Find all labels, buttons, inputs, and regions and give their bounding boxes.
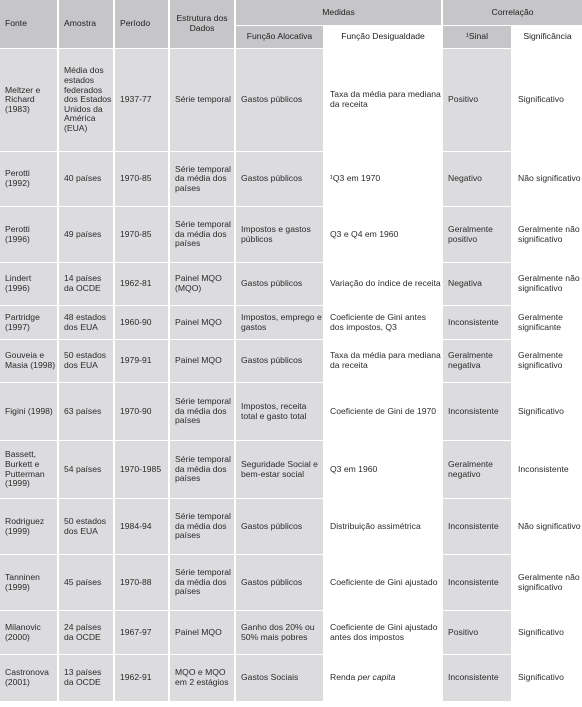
cell-alocativa: Impostos, emprego e gastos [236,306,325,340]
cell-periodo: 1960-90 [115,306,170,340]
cell-alocativa: Gastos públicos [236,263,325,306]
cell-amostra: 50 estados dos EUA [59,499,115,555]
cell-sinal: Inconsistente [443,655,513,701]
cell-amostra: 24 países da OCDE [59,611,115,655]
header-periodo: Período [115,0,170,49]
cell-estrutura: Série temporal da média dos países [170,555,236,611]
cell-amostra: Média dos estados federados dos Estados Unidos da América (EUA) [59,49,115,152]
cell-fonte: Partridge (1997) [0,306,59,340]
cell-alocativa: Gastos públicos [236,49,325,152]
cell-fonte: Perotti (1996) [0,207,59,263]
cell-periodo: 1970-90 [115,383,170,441]
cell-significancia: Geralmente significativo [513,340,582,383]
table-row [0,499,582,555]
cell-significancia: Significativo [513,383,582,441]
cell-estrutura: Série temporal da média dos países [170,207,236,263]
table-row [0,441,582,499]
cell-fonte: Figini (1998) [0,383,59,441]
cell-estrutura: Série temporal [170,49,236,152]
cell-amostra: 13 países da OCDE [59,655,115,701]
cell-periodo: 1937-77 [115,49,170,152]
cell-periodo: 1967-97 [115,611,170,655]
table-row [0,306,582,340]
cell-amostra: 63 países [59,383,115,441]
cell-significancia: Significativo [513,49,582,152]
cell-fonte: Tanninen (1999) [0,555,59,611]
header-amostra: Amostra [59,0,115,49]
cell-desigualdade: Taxa da média para mediana da receita [325,340,443,383]
cell-desigualdade: Distribuição assimétrica [325,499,443,555]
cell-desigualdade: Coeficiente de Gini de 1970 [325,383,443,441]
header-significancia: Significância [513,26,582,49]
table-row [0,49,582,152]
cell-significancia: Não significativo [513,152,582,207]
cell-periodo: 1984-94 [115,499,170,555]
cell-sinal: Geralmente negativo [443,441,513,499]
cell-periodo: 1970-88 [115,555,170,611]
cell-amostra: 40 países [59,152,115,207]
cell-desigualdade: Variação do índice de receita [325,263,443,306]
header-funcao-alocativa: Função Alocativa [236,26,325,49]
cell-amostra: 49 países [59,207,115,263]
cell-alocativa: Ganho dos 20% ou 50% mais pobres [236,611,325,655]
table-row [0,655,582,701]
cell-alocativa: Gastos públicos [236,340,325,383]
cell-significancia: Significativo [513,611,582,655]
cell-estrutura: Painel MQO [170,611,236,655]
header-sinal: ¹Sinal [443,26,513,49]
cell-desigualdade: Renda per capita [325,655,443,701]
cell-estrutura: Série temporal da média dos países [170,383,236,441]
header-correlacao: Correlação [443,0,582,26]
cell-desigualdade: Taxa da média para mediana da receita [325,49,443,152]
cell-significancia: Significativo [513,655,582,701]
cell-desigualdade: Q3 e Q4 em 1960 [325,207,443,263]
cell-amostra: 48 estados dos EUA [59,306,115,340]
cell-alocativa: Gastos públicos [236,152,325,207]
header-funcao-desigualdade: Função Desigualdade [325,26,443,49]
cell-fonte: Castronova (2001) [0,655,59,701]
table-row [0,611,582,655]
cell-sinal: Inconsistente [443,306,513,340]
cell-estrutura: Série temporal da média dos países [170,441,236,499]
cell-significancia: Inconsistente [513,441,582,499]
cell-estrutura: Painel MQO (MQO) [170,263,236,306]
cell-fonte: Gouveia e Masia (1998) [0,340,59,383]
cell-sinal: Negativo [443,152,513,207]
cell-periodo: 1970-85 [115,207,170,263]
cell-desigualdade: Coeficiente de Gini ajustado antes dos impostos [325,611,443,655]
cell-periodo: 1962-91 [115,655,170,701]
cell-alocativa: Gastos públicos [236,499,325,555]
cell-sinal: Inconsistente [443,499,513,555]
cell-significancia: Não significativo [513,499,582,555]
table-row [0,207,582,263]
cell-significancia: Geralmente não significativo [513,263,582,306]
table-row [0,383,582,441]
table-row [0,340,582,383]
cell-estrutura: MQO e MQO em 2 estágios [170,655,236,701]
cell-sinal: Inconsistente [443,555,513,611]
table-row [0,152,582,207]
cell-periodo: 1970-85 [115,152,170,207]
cell-fonte: Milanovic (2000) [0,611,59,655]
cell-periodo: 1979-91 [115,340,170,383]
cell-alocativa: Impostos e gastos públicos [236,207,325,263]
cell-sinal: Geralmente positivo [443,207,513,263]
cell-fonte: Lindert (1996) [0,263,59,306]
cell-desigualdade: ¹Q3 em 1970 [325,152,443,207]
cell-significancia: Geralmente não significativo [513,207,582,263]
cell-alocativa: Gastos Sociais [236,655,325,701]
cell-desigualdade: Coeficiente de Gini antes dos impostos, Q3 [325,306,443,340]
cell-significancia: Geralmente significante [513,306,582,340]
header-fonte: Fonte [0,0,59,49]
cell-periodo: 1970-1985 [115,441,170,499]
cell-fonte: Bassett, Burkett e Putterman (1999) [0,441,59,499]
cell-alocativa: Gastos públicos [236,555,325,611]
cell-alocativa: Seguridade Social e bem-estar social [236,441,325,499]
cell-sinal: Inconsistente [443,383,513,441]
cell-fonte: Perotti (1992) [0,152,59,207]
cell-sinal: Positivo [443,611,513,655]
cell-amostra: 14 países da OCDE [59,263,115,306]
cell-amostra: 50 estados dos EUA [59,340,115,383]
cell-estrutura: Painel MQO [170,306,236,340]
cell-estrutura: Série temporal da média dos países [170,152,236,207]
header-medidas: Medidas [236,0,443,26]
cell-desigualdade: Q3 em 1960 [325,441,443,499]
cell-amostra: 54 países [59,441,115,499]
cell-periodo: 1962-81 [115,263,170,306]
cell-significancia: Geralmente não significativo [513,555,582,611]
cell-amostra: 45 países [59,555,115,611]
cell-fonte: Meltzer e Richard (1983) [0,49,59,152]
cell-sinal: Negativa [443,263,513,306]
table-row [0,555,582,611]
cell-sinal: Positivo [443,49,513,152]
table-row [0,263,582,306]
cell-estrutura: Série temporal da média dos países [170,499,236,555]
cell-sinal: Geralmente negativa [443,340,513,383]
cell-desigualdade: Coeficiente de Gini ajustado [325,555,443,611]
cell-fonte: Rodriguez (1999) [0,499,59,555]
cell-alocativa: Impostos, receita total e gasto total [236,383,325,441]
header-estrutura: Estrutura dos Dados [170,0,236,49]
cell-estrutura: Painel MQO [170,340,236,383]
